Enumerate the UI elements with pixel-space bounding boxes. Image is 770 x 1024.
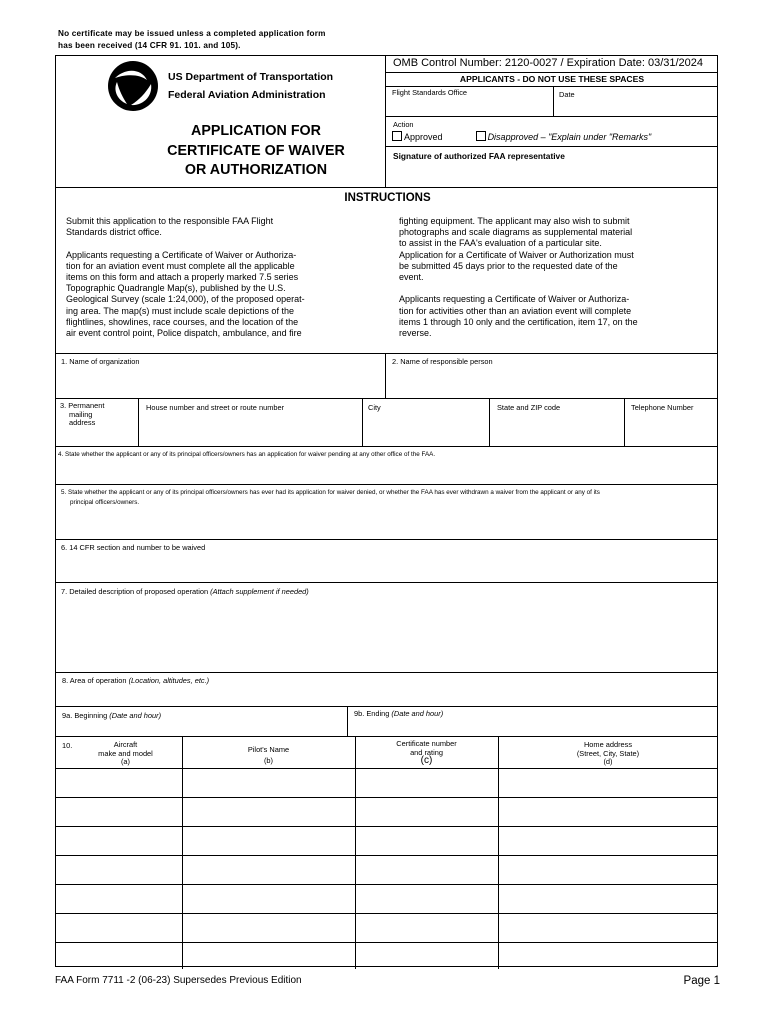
form-title <box>140 122 372 181</box>
divider <box>347 706 348 736</box>
divider <box>498 736 499 969</box>
divider <box>55 582 718 583</box>
instruction-line: Topographic Quadrangle Map(s), published by the U.S. <box>66 283 286 294</box>
divider <box>385 86 718 87</box>
instruction-line: be submitted 45 days prior to the requested date of the <box>399 260 618 271</box>
notice-line-1: No certificate may be issued unless a completed application form <box>58 29 326 38</box>
instruction-line: ing area. The map(s) must include scale depictions of the <box>66 305 294 316</box>
divider <box>138 398 139 446</box>
notice-line-2: has been received (14 CFR 91. 101. and 105). <box>58 41 241 50</box>
label-note: (Date and hour) <box>391 709 444 718</box>
label-note: (Date and hour) <box>109 711 162 720</box>
divider <box>55 539 718 540</box>
label-text: 8. Area of operation <box>62 676 127 685</box>
dot-logo-icon <box>107 60 159 112</box>
label-line: principal officers/owners. <box>70 499 140 506</box>
approved-checkbox[interactable] <box>392 131 402 141</box>
faa-signature-label: Signature of authorized FAA representative <box>393 151 565 161</box>
header-line: Home address <box>583 740 633 749</box>
table-row-divider <box>55 855 718 856</box>
divider <box>385 146 718 147</box>
title-line-3: OR AUTHORIZATION <box>184 162 328 178</box>
aircraft-table-number: 10. <box>62 741 73 750</box>
divider <box>553 86 554 116</box>
header-line: Certificate number <box>396 739 457 748</box>
spacer <box>399 283 709 294</box>
pending-waiver-label: 4. State whether the applicant or any of its principal officers/owners has an application for waiver pending at any other office of the FAA. <box>58 451 436 458</box>
instruction-line: to assist in the FAA's evaluation of a particular site. <box>399 238 602 249</box>
table-row-divider <box>55 826 718 827</box>
label-text: 7. Detailed description of proposed operation <box>61 587 209 596</box>
action-options <box>392 131 651 142</box>
agency-faa: Federal Aviation Administration <box>168 89 326 101</box>
label-line: address <box>69 418 96 427</box>
header-line: (a) <box>120 757 131 766</box>
street-label: House number and street or route number <box>146 403 285 412</box>
instruction-line: items 1 through 10 only and the certification, item 17, on the <box>399 316 638 327</box>
instruction-line: Submit this application to the responsible FAA Flight <box>66 216 274 226</box>
table-row-divider <box>55 768 718 769</box>
instruction-line: Standards district office. <box>66 227 162 238</box>
label-text: 9b. Ending <box>354 709 390 718</box>
city-label: City <box>368 403 381 412</box>
instruction-line: tion for activities other than an aviation event will complete <box>399 305 632 316</box>
header-line: make and model <box>98 748 153 758</box>
instruction-line: air event control point, Police dispatch, ambulance, and fire <box>66 328 302 339</box>
instructions-heading: INSTRUCTIONS <box>344 192 431 204</box>
action-label: Action <box>393 120 414 129</box>
instruction-line: items on this form and attach a properly marked 7.5 series <box>66 272 299 282</box>
divider <box>55 398 718 399</box>
divider <box>182 736 183 969</box>
approved-label: Approved <box>404 132 443 142</box>
instruction-line: event. <box>399 272 424 283</box>
mailing-address-label <box>60 402 104 428</box>
label-text: 9a. Beginning <box>62 711 108 720</box>
instruction-line: reverse. <box>399 328 432 339</box>
divider <box>55 353 718 354</box>
divider <box>385 72 718 73</box>
divider <box>624 398 625 446</box>
instruction-line: Applicants requesting a Certificate of Waiver or Authoriza- <box>399 294 630 305</box>
area-of-operation-label <box>62 676 209 686</box>
divider <box>55 484 718 485</box>
faa-use-header: APPLICANTS - DO NOT USE THESE SPACES <box>459 74 645 84</box>
instruction-line: photographs and scale diagrams as supplemental material <box>399 227 633 238</box>
header-line: (b) <box>263 756 274 765</box>
header-line: (c) <box>420 755 433 766</box>
instruction-line: fighting equipment. The applicant may also wish to submit <box>399 216 630 226</box>
divider <box>362 398 363 446</box>
divider <box>489 398 490 446</box>
instruction-line: Applicants requesting a Certificate of Waiver or Authoriza- <box>66 249 297 260</box>
divider <box>385 116 718 117</box>
denied-waiver-label <box>61 488 600 508</box>
table-row-divider <box>55 884 718 885</box>
beginning-label <box>62 711 161 721</box>
label-note: (Attach supplement if needed) <box>210 587 309 596</box>
header-line: Pilot's Name <box>247 745 290 754</box>
col-home-address-header <box>498 741 718 767</box>
telephone-label: Telephone Number <box>631 403 694 412</box>
agency-dot: US Department of Transportation <box>168 71 334 83</box>
label-line: mailing <box>69 409 93 419</box>
divider <box>55 187 718 188</box>
divider <box>385 55 386 188</box>
divider <box>55 446 718 447</box>
header-line: (d) <box>603 757 613 766</box>
disapproved-label: Disapproved – "Explain under "Remarks" <box>487 132 652 142</box>
divider <box>385 353 386 398</box>
table-row-divider <box>55 797 718 798</box>
issuance-notice <box>58 28 326 52</box>
header-line: (Street, City, State) <box>576 748 640 758</box>
instruction-line: flightlines, showlines, race courses, and the location of the <box>66 316 299 327</box>
organization-name-label: 1. Name of organization <box>61 357 140 366</box>
disapproved-checkbox[interactable] <box>476 131 486 141</box>
instruction-line: Application for a Certificate of Waiver or Authorization must <box>399 249 634 260</box>
divider <box>355 736 356 969</box>
table-row-divider <box>55 913 718 914</box>
label-line: 5. State whether the applicant or any of its principal officers/owners has ever had its application for waiver denied, or whether the FAA has ever withdrawn a waiver from the applicant or any of its <box>61 489 600 496</box>
faa-date-label: Date <box>559 90 575 99</box>
title-line-2: CERTIFICATE OF WAIVER <box>167 142 345 159</box>
page-number: Page 1 <box>683 975 720 987</box>
ending-label <box>354 709 443 719</box>
operation-description-label <box>61 587 309 597</box>
header-line: and rating <box>410 747 443 757</box>
responsible-person-label: 2. Name of responsible person <box>392 357 493 366</box>
divider <box>55 706 718 707</box>
header-line: Aircraft <box>113 740 138 749</box>
state-zip-label: State and ZIP code <box>497 403 561 412</box>
col-aircraft-header <box>78 741 173 767</box>
title-line-1: APPLICATION FOR <box>191 123 321 139</box>
divider <box>55 672 718 673</box>
label-note: (Location, altitudes, etc.) <box>128 676 210 685</box>
omb-control-number: OMB Control Number: 2120-0027 / Expiration Date: 03/31/2024 <box>393 57 704 69</box>
label-line: 3. Permanent <box>60 401 105 410</box>
cfr-section-label: 6. 14 CFR section and number to be waived <box>61 543 206 552</box>
spacer <box>66 238 366 249</box>
table-row-divider <box>55 942 718 943</box>
flight-standards-office-label: Flight Standards Office <box>392 88 468 97</box>
instruction-line: Geological Survey (scale 1:24,000), of the proposed operat- <box>66 294 305 305</box>
col-pilot-header <box>182 744 355 766</box>
col-certificate-header <box>355 740 498 766</box>
divider <box>55 736 718 737</box>
instructions-left <box>66 216 366 339</box>
instructions-right <box>399 216 709 339</box>
instruction-line: tion for an aviation event must complete all the applicable <box>66 260 295 271</box>
form-number-footer: FAA Form 7711 -2 (06-23) Supersedes Previous Edition <box>55 975 302 986</box>
